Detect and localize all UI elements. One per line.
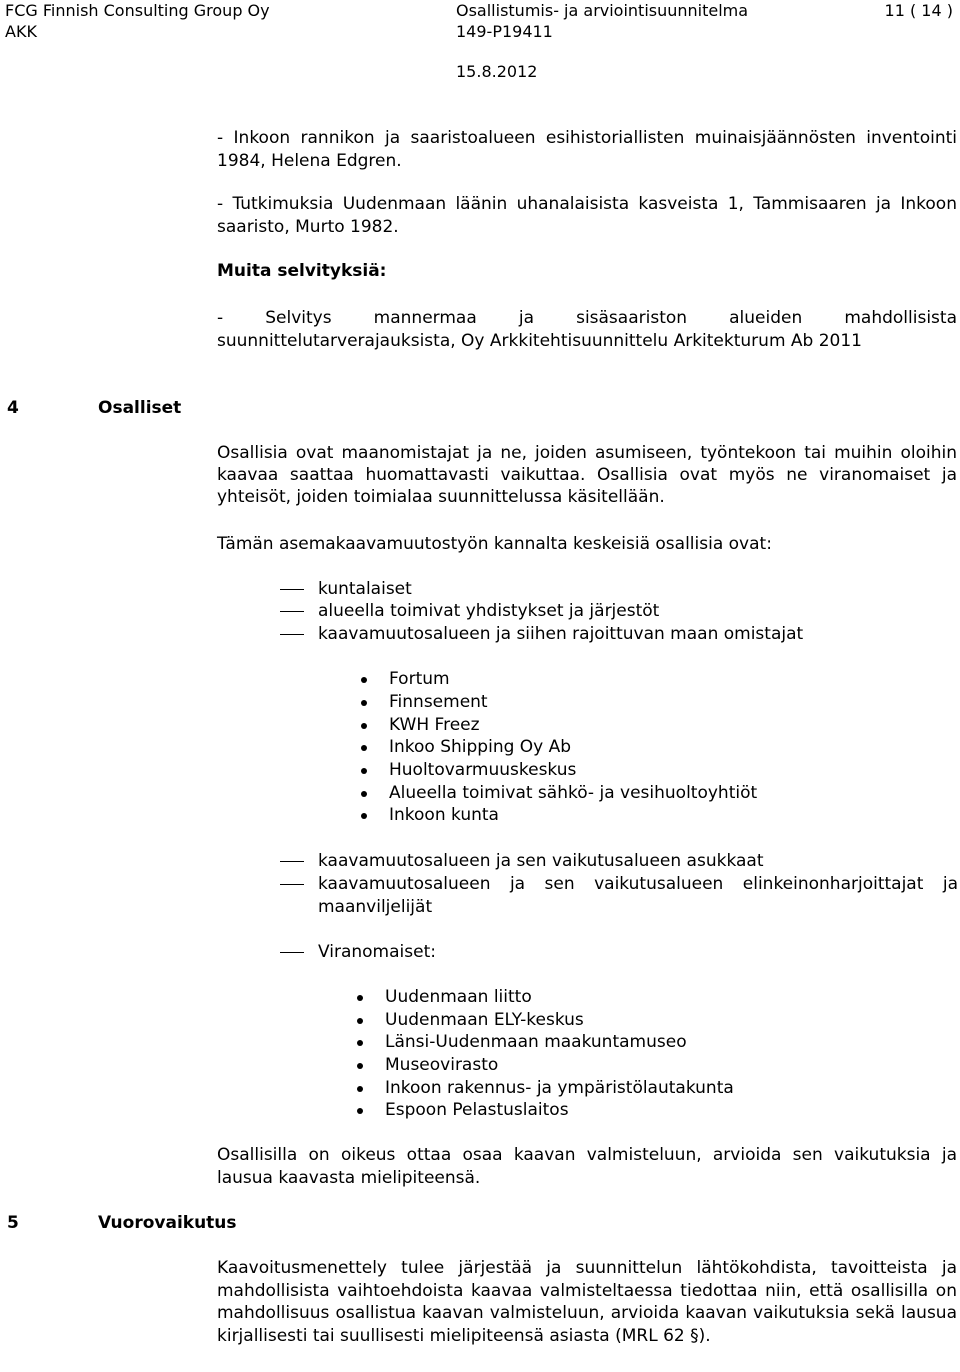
reference-item-3: - Selvitys mannermaa ja sisäsaariston alueiden mahdollisista suunnittelutarverajauksista, Oy Arkkitehtisuunnittelu Arkitekturum Ab 2011 <box>217 308 957 351</box>
dash-icon <box>280 861 304 862</box>
document-code: 149-P19411 <box>456 22 553 41</box>
bullet-icon <box>361 723 367 729</box>
bullet-icon <box>361 677 367 683</box>
company-unit: AKK <box>5 22 37 41</box>
header-company <box>5 0 270 42</box>
other-surveys-heading: Muita selvityksiä: <box>217 261 387 281</box>
section-4-paragraph-3: Osallisilla on oikeus ottaa osaa kaavan valmisteluun, arvioida sen vaikutuksia ja lausua kaavasta mielipiteensä. <box>217 1145 957 1188</box>
dash-icon <box>280 952 304 953</box>
section-4-paragraph-1: Osallisia ovat maanomistajat ja ne, joiden asumiseen, työntekoon tai muihin oloihin kaavaa saattaa huomattavasti vaikuttaa. Osallisia ovat myös ne viranomaiset ja yhteisöt, joiden toimialaa suunnittelussa käsitellään. <box>217 443 957 507</box>
section-4-paragraph-2: Tämän asemakaavamuutostyön kannalta keskeisiä osallisia ovat: <box>217 534 772 554</box>
dash-icon <box>280 611 304 612</box>
bullet-icon <box>361 700 367 706</box>
dash-icon <box>280 634 304 635</box>
section-5-heading <box>7 1212 237 1235</box>
bullet-icon <box>361 791 367 797</box>
header-document <box>456 0 748 42</box>
section-number: 4 <box>7 398 19 418</box>
document-date: 15.8.2012 <box>456 62 538 81</box>
bullet-icon <box>357 1086 363 1092</box>
reference-item-2: - Tutkimuksia Uudenmaan läänin uhanalaisista kasveista 1, Tammisaaren ja Inkoon saaristo, Murto 1982. <box>217 194 957 237</box>
company-name: FCG Finnish Consulting Group Oy <box>5 1 270 20</box>
bullet-icon <box>361 813 367 819</box>
bullet-icon <box>361 768 367 774</box>
dash-icon <box>280 884 304 885</box>
section-title: Vuorovaikutus <box>98 1213 237 1233</box>
page-number: 11 ( 14 ) <box>884 1 953 20</box>
bullet-icon <box>357 1063 363 1069</box>
bullet-icon <box>357 1018 363 1024</box>
document-title: Osallistumis- ja arviointisuunnitelma <box>456 1 749 20</box>
section-number: 5 <box>7 1213 19 1233</box>
section-4-heading <box>7 397 181 420</box>
bullet-icon <box>361 745 367 751</box>
bullet-icon <box>357 995 363 1001</box>
bullet-icon <box>357 1108 363 1114</box>
bullet-icon <box>357 1040 363 1046</box>
reference-item-1: - Inkoon rannikon ja saaristoalueen esihistoriallisten muinaisjäännösten inventointi 1984, Helena Edgren. <box>217 128 957 171</box>
section-title: Osalliset <box>98 398 182 418</box>
section-5-paragraph-1: Kaavoitusmenettely tulee järjestää ja suunnittelun lähtökohdista, tavoitteista ja mahdollisista vaihtoehdoista kaavaa valmisteltaessa tiedottaa niin, että osallisilla on mahdollisuus osallistua kaavan valmisteluun, arvioida kaavan vaikutuksia sekä lausua kirjallisesti tai suullisesti mielipiteensä asiasta (MRL 62 §). <box>217 1258 957 1346</box>
dash-icon <box>280 589 304 590</box>
